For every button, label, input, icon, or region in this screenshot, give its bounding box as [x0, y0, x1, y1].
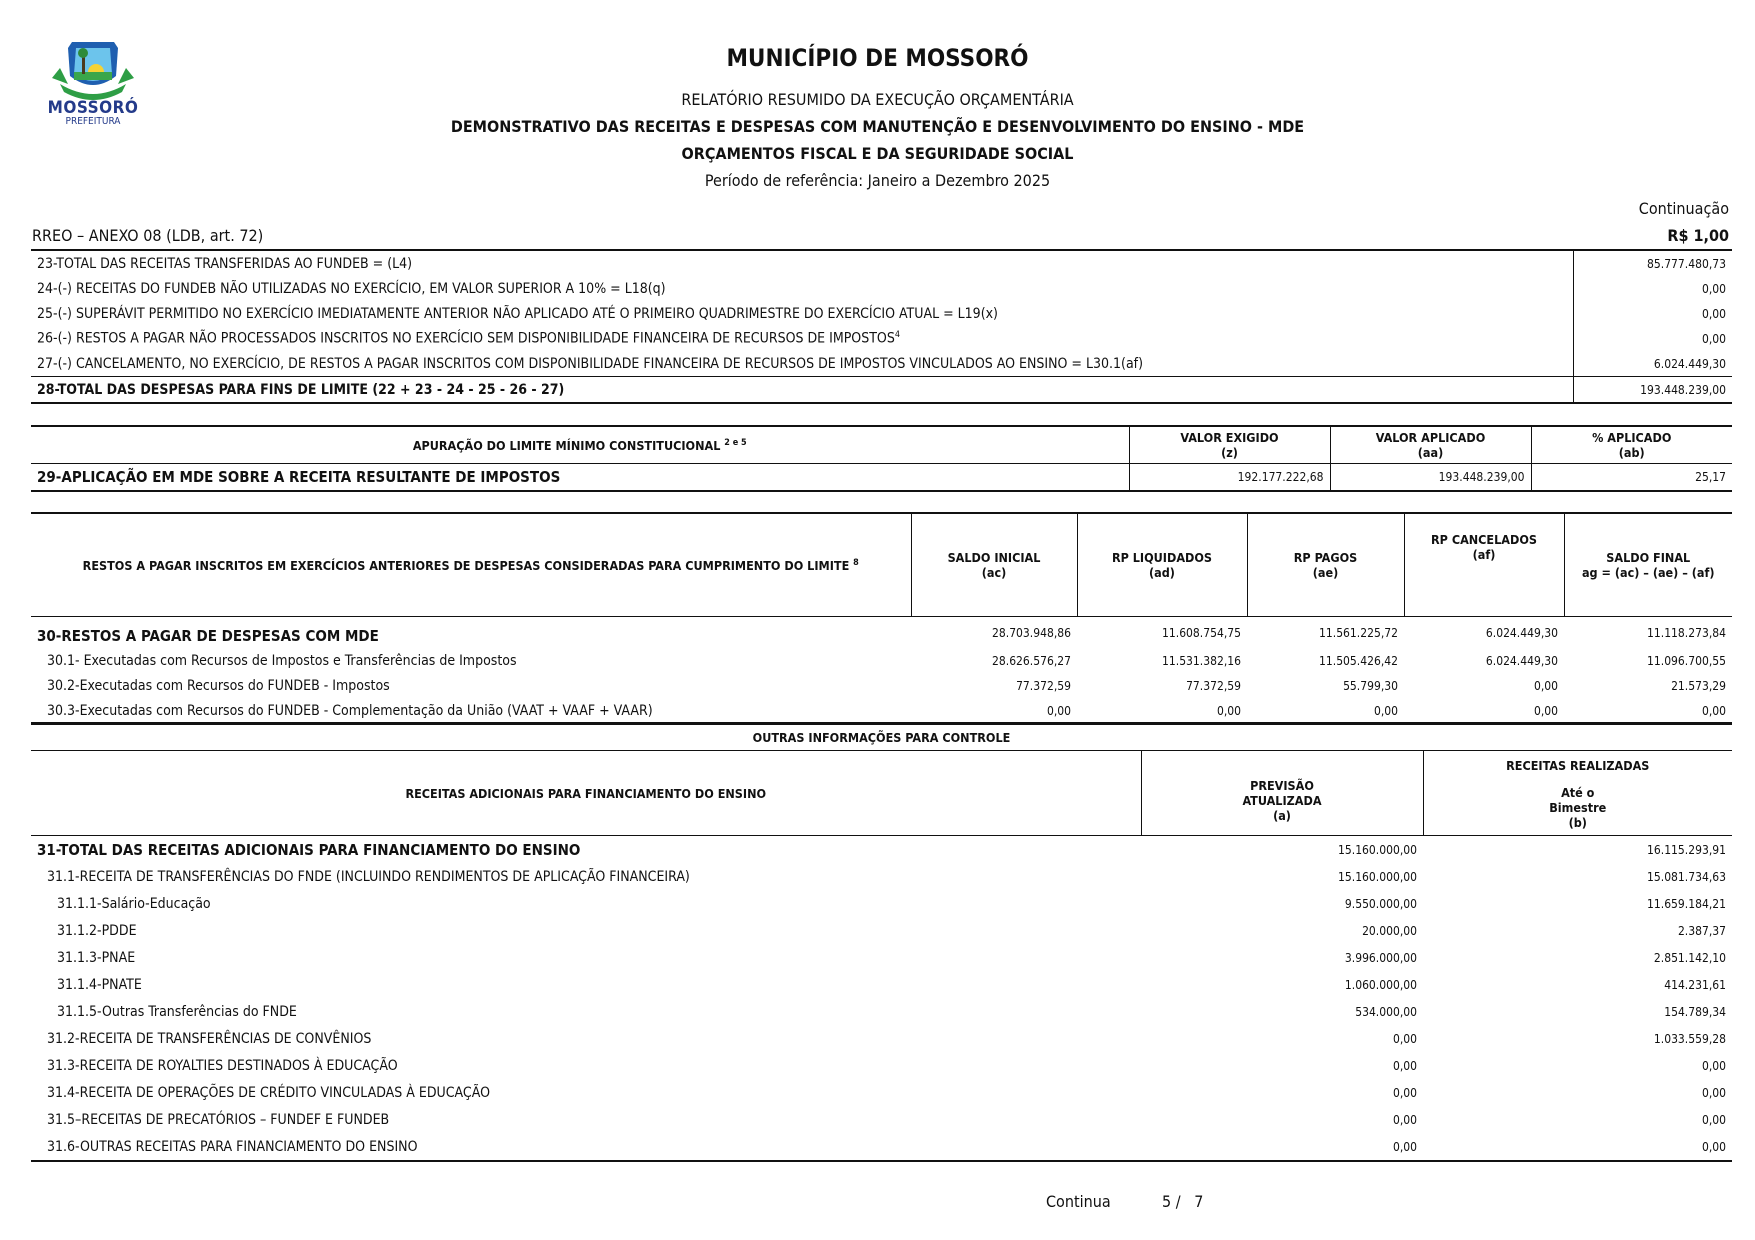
row-value: 0,00 — [1573, 276, 1732, 301]
header-text: RESTOS A PAGAR INSCRITOS EM EXERCÍCIOS ANTERIORES DE DESPESAS CONSIDERADAS PARA CUMPRIMENTO DO LIMITE — [82, 558, 850, 574]
table-row — [31, 276, 1732, 301]
logo-subtitle: PREFEITURA — [65, 116, 121, 127]
header-text: SALDO FINAL — [1606, 550, 1691, 565]
value-forecast: 0,00 — [1392, 1139, 1417, 1154]
value-forecast: 0,00 — [1392, 1058, 1417, 1073]
table-row — [31, 917, 1732, 944]
footnote-marker: 4 — [894, 330, 900, 341]
section-title: OUTRAS INFORMAÇÕES PARA CONTROLE — [752, 729, 1011, 745]
header-code: (z) — [1221, 445, 1238, 460]
row-label: 31.1.2-PDDE — [57, 922, 137, 939]
header-text: Até o — [1561, 785, 1595, 801]
statement-title: DEMONSTRATIVO DAS RECEITAS E DESPESAS COM MANUTENÇÃO E DESENVOLVIMENTO DO ENSINO - MDE — [450, 117, 1305, 136]
value-realized: 0,00 — [1701, 1058, 1726, 1073]
value-realized: 1.033.559,28 — [1653, 1031, 1726, 1046]
annex-label: RREO – ANEXO 08 (LDB, art. 72) — [32, 226, 264, 245]
value-realized: 0,00 — [1701, 1085, 1726, 1100]
value-realized: 16.115.293,91 — [1647, 842, 1726, 857]
header-code: (ac) — [981, 565, 1007, 580]
table-row — [31, 836, 1732, 864]
table-row — [31, 944, 1732, 971]
budgets-title: ORÇAMENTOS FISCAL E DA SEGURIDADE SOCIAL — [681, 144, 1074, 163]
value-pct: 25,17 — [1531, 464, 1732, 492]
value-forecast: 534.000,00 — [1355, 1004, 1417, 1019]
table-row — [31, 971, 1732, 998]
reference-period: Período de referência: Janeiro a Dezembro 2025 — [704, 171, 1051, 190]
value-rp-pagos: 55.799,30 — [1343, 678, 1398, 693]
column-header-applied — [1330, 426, 1531, 464]
value-saldo-inicial: 0,00 — [1046, 703, 1071, 718]
row-label: 31.5–RECEITAS DE PRECATÓRIOS – FUNDEF E FUNDEB — [47, 1111, 390, 1128]
header-text: VALOR APLICADO — [1375, 430, 1486, 445]
value-saldo-inicial: 28.626.576,27 — [992, 653, 1071, 668]
continue-label: Continua — [1046, 1192, 1111, 1211]
row-label-text: 26-(-) RESTOS A PAGAR NÃO PROCESSADOS INSCRITOS NO EXERCÍCIO SEM DISPONIBILIDADE FINANCEIRA DE RECURSOS DE IMPOSTOS — [37, 330, 895, 347]
value-forecast: 0,00 — [1392, 1112, 1417, 1127]
value-rp-cancelados: 0,00 — [1533, 678, 1558, 693]
value-rp-pagos: 11.561.225,72 — [1319, 625, 1398, 640]
row-label: 25-(-) SUPERÁVIT PERMITIDO NO EXERCÍCIO IMEDIATAMENTE ANTERIOR NÃO APLICADO ATÉ O PRIMEIRO QUADRIMESTRE DO EXERCÍCIO ATUAL = L19(x) — [37, 305, 998, 322]
header-text: RP PAGOS — [1293, 550, 1358, 565]
table-row — [31, 998, 1732, 1025]
value-forecast: 20.000,00 — [1362, 923, 1417, 938]
value-rp-liquidados: 11.608.754,75 — [1162, 625, 1241, 640]
column-header-saldo-inicial — [911, 513, 1077, 617]
row-label: 31.1.1-Salário-Educação — [57, 895, 211, 912]
column-header-title: RECEITAS ADICIONAIS PARA FINANCIAMENTO DO ENSINO — [405, 785, 767, 801]
table-row — [31, 351, 1732, 377]
header-text: Bimestre — [1549, 800, 1607, 816]
row-label: 31.4-RECEITA DE OPERAÇÕES DE CRÉDITO VINCULADAS À EDUCAÇÃO — [47, 1084, 490, 1101]
header-text: ATUALIZADA — [1242, 792, 1322, 808]
row-label: 31-TOTAL DAS RECEITAS ADICIONAIS PARA FINANCIAMENTO DO ENSINO — [37, 840, 581, 859]
value-realized: 2.851.142,10 — [1653, 950, 1726, 965]
value-forecast: 15.160.000,00 — [1338, 842, 1417, 857]
table-row — [31, 250, 1732, 276]
row-label: 31.3-RECEITA DE ROYALTIES DESTINADOS À EDUCAÇÃO — [47, 1057, 398, 1074]
page-number: 5 / 7 — [1162, 1192, 1204, 1211]
value-rp-pagos: 0,00 — [1373, 703, 1398, 718]
header-code: (ad) — [1149, 565, 1175, 580]
column-header-rp-liquidados — [1077, 513, 1247, 617]
value-forecast: 0,00 — [1392, 1031, 1417, 1046]
column-header-saldo-final — [1564, 513, 1732, 617]
value-forecast: 3.996.000,00 — [1344, 950, 1417, 965]
table-row — [31, 1079, 1732, 1106]
table-row — [31, 863, 1732, 890]
row-label: 31.1.4-PNATE — [57, 976, 142, 993]
row-label: 30-RESTOS A PAGAR DE DESPESAS COM MDE — [37, 626, 379, 645]
header-text: RP LIQUIDADOS — [1111, 550, 1213, 565]
logo-wordmark: MOSSORÓ — [47, 98, 139, 118]
section-title-row — [31, 723, 1732, 751]
table-row — [31, 1052, 1732, 1079]
table-row — [31, 1025, 1732, 1052]
value-forecast: 15.160.000,00 — [1338, 869, 1417, 884]
value-realized: 0,00 — [1701, 1139, 1726, 1154]
table-header-row — [31, 751, 1732, 781]
table-header-row — [31, 513, 1732, 617]
value-rp-liquidados: 77.372,59 — [1186, 678, 1241, 693]
value-applied: 193.448.239,00 — [1330, 464, 1531, 492]
currency-unit: R$ 1,00 — [1667, 226, 1729, 245]
column-header-title — [31, 426, 1129, 464]
header-code: (b) — [1568, 815, 1587, 831]
value-saldo-final: 11.118.273,84 — [1647, 625, 1726, 640]
header-code: (aa) — [1417, 445, 1444, 460]
report-type: RELATÓRIO RESUMIDO DA EXECUÇÃO ORÇAMENTÁRIA — [681, 90, 1074, 109]
row-value: 6.024.449,30 — [1573, 351, 1732, 377]
value-realized: 154.789,34 — [1664, 1004, 1726, 1019]
row-value: 0,00 — [1573, 326, 1732, 351]
table-row — [31, 1133, 1732, 1161]
value-forecast: 1.060.000,00 — [1344, 977, 1417, 992]
row-label: 23-TOTAL DAS RECEITAS TRANSFERIDAS AO FUNDEB = (L4) — [37, 255, 413, 272]
value-realized: 2.387,37 — [1677, 923, 1726, 938]
header-text: PREVISÃO — [1250, 777, 1314, 793]
column-header-realized-group: RECEITAS REALIZADAS — [1423, 751, 1732, 781]
value-forecast: 9.550.000,00 — [1344, 896, 1417, 911]
header-text: SALDO INICIAL — [947, 550, 1041, 565]
header-code: ag = (ac) – (ae) – (af) — [1581, 565, 1715, 580]
restos-a-pagar-table — [31, 512, 1732, 725]
value-saldo-inicial: 77.372,59 — [1016, 678, 1071, 693]
footnote-marker: 2 e 5 — [724, 438, 747, 449]
column-header-pct — [1531, 426, 1732, 464]
row-value: 85.777.480,73 — [1573, 250, 1732, 276]
value-rp-cancelados: 6.024.449,30 — [1485, 625, 1558, 640]
value-rp-cancelados: 6.024.449,30 — [1485, 653, 1558, 668]
value-rp-cancelados: 0,00 — [1533, 703, 1558, 718]
table-row — [31, 648, 1732, 673]
row-label: 31.1-RECEITA DE TRANSFERÊNCIAS DO FNDE (INCLUINDO RENDIMENTOS DE APLICAÇÃO FINANCEIRA) — [47, 868, 690, 885]
value-rp-liquidados: 0,00 — [1216, 703, 1241, 718]
other-info-table — [31, 722, 1732, 1162]
limit-items-table — [31, 249, 1732, 404]
row-label: 30.2-Executadas com Recursos do FUNDEB - Impostos — [47, 677, 390, 694]
table-row — [31, 890, 1732, 917]
value-realized: 15.081.734,63 — [1647, 869, 1726, 884]
column-header-rp-cancelados — [1404, 513, 1564, 617]
table-row — [31, 617, 1732, 649]
row-label: 31.1.5-Outras Transferências do FNDE — [57, 1003, 297, 1020]
row-label: 31.1.3-PNAE — [57, 949, 136, 966]
header-text: RP CANCELADOS — [1431, 532, 1537, 547]
row-label: 30.1- Executadas com Recursos de Impostos e Transferências de Impostos — [47, 652, 517, 669]
column-header-realized — [1423, 780, 1732, 835]
value-required: 192.177.222,68 — [1129, 464, 1330, 492]
value-realized: 0,00 — [1701, 1112, 1726, 1127]
column-header-required — [1129, 426, 1330, 464]
column-header-rp-pagos — [1247, 513, 1404, 617]
row-label: 28-TOTAL DAS DESPESAS PARA FINS DE LIMITE (22 + 23 - 24 - 25 - 26 - 27) — [37, 381, 565, 398]
table-row — [31, 1106, 1732, 1133]
municipality-title: MUNICÍPIO DE MOSSORÓ — [726, 44, 1029, 72]
value-rp-liquidados: 11.531.382,16 — [1162, 653, 1241, 668]
constitutional-limit-table — [31, 425, 1732, 492]
header-code: (ab) — [1618, 445, 1645, 460]
row-label: 30.3-Executadas com Recursos do FUNDEB - Complementação da União (VAAT + VAAF + VAAR) — [47, 702, 653, 719]
header-text: VALOR EXIGIDO — [1180, 430, 1279, 445]
value-realized: 414.231,61 — [1664, 977, 1726, 992]
row-label: 31.6-OUTRAS RECEITAS PARA FINANCIAMENTO DO ENSINO — [47, 1138, 418, 1155]
value-rp-pagos: 11.505.426,42 — [1319, 653, 1398, 668]
table-row — [31, 464, 1732, 492]
continuation-label: Continuação — [1638, 199, 1729, 218]
value-saldo-final: 21.573,29 — [1671, 678, 1726, 693]
row-label: 24-(-) RECEITAS DO FUNDEB NÃO UTILIZADAS NO EXERCÍCIO, EM VALOR SUPERIOR A 10% = L18(q) — [37, 280, 666, 297]
row-label: 29-APLICAÇÃO EM MDE SOBRE A RECEITA RESULTANTE DE IMPOSTOS — [37, 468, 561, 486]
header-text: % APLICADO — [1592, 430, 1672, 445]
column-header-title — [31, 513, 911, 617]
value-realized: 11.659.184,21 — [1647, 896, 1726, 911]
value-saldo-final: 0,00 — [1701, 703, 1726, 718]
row-label: 31.2-RECEITA DE TRANSFERÊNCIAS DE CONVÊNIOS — [47, 1030, 372, 1047]
table-row — [31, 326, 1732, 351]
table-row — [31, 673, 1732, 698]
table-row — [31, 698, 1732, 724]
row-value: 193.448.239,00 — [1573, 377, 1732, 404]
column-header-forecast — [1141, 751, 1423, 836]
header-code: (ae) — [1312, 565, 1339, 580]
row-label: 27-(-) CANCELAMENTO, NO EXERCÍCIO, DE RESTOS A PAGAR INSCRITOS COM DISPONIBILIDADE FINANCEIRA DE RECURSOS DE IMPOSTOS VINCULADOS AO ENSINO = L30.1(af) — [37, 355, 1144, 372]
header-code: (a) — [1273, 807, 1291, 823]
row-value: 0,00 — [1573, 301, 1732, 326]
row-label — [31, 326, 1573, 351]
value-saldo-final: 11.096.700,55 — [1647, 653, 1726, 668]
value-saldo-inicial: 28.703.948,86 — [992, 625, 1071, 640]
header-code: (af) — [1472, 547, 1496, 562]
value-forecast: 0,00 — [1392, 1085, 1417, 1100]
header-text: APURAÇÃO DO LIMITE MÍNIMO CONSTITUCIONAL — [412, 438, 721, 454]
table-header-row — [31, 426, 1732, 464]
footnote-marker: 8 — [853, 558, 859, 569]
table-row-total — [31, 377, 1732, 404]
table-row — [31, 301, 1732, 326]
